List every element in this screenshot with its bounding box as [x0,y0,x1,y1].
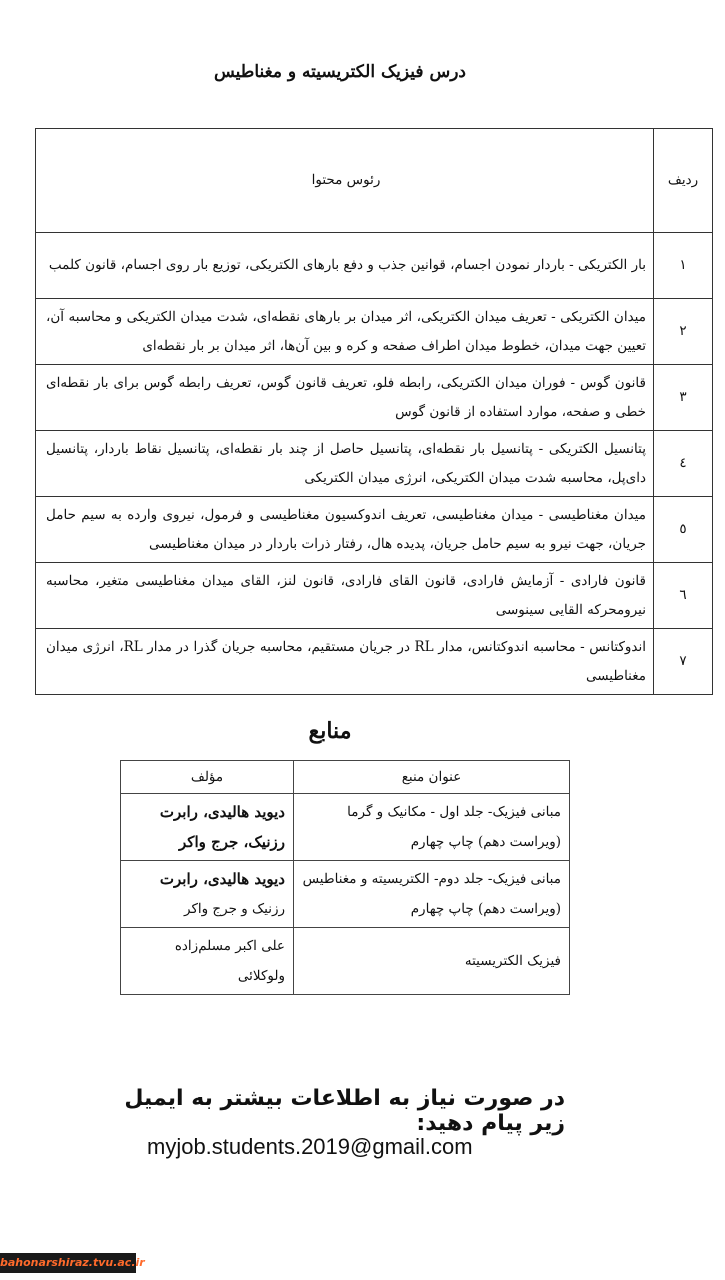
row-number: ۲ [654,299,713,365]
author-line: رزنیک و جرج واکر [184,901,285,917]
author-line: رزنیک، جرج واکر [179,833,285,851]
source-author [121,794,294,861]
source-row [121,928,570,995]
row-content: قانون فارادی - آزمایش فارادی، قانون القای فارادی، قانون لنز، القای میدان مغناطیسی متغیر، محاسبه نیرومحرکه القایی سینوسی [36,563,654,629]
row-number: ٤ [654,431,713,497]
source-author [121,928,294,995]
contact-email[interactable]: myjob.students.2019@gmail.com [147,1134,473,1159]
source-title: مبانی فیزیک- جلد اول - مکانیک و گرما (ویراست دهم) چاپ چهارم [294,794,570,861]
row-content: بار الکتریکی - باردار نمودن اجسام، قوانین جذب و دفع بارهای الکتریکی، توزیع بار روی اجسام، قانون کلمب [36,233,654,299]
syllabus-header-row [36,129,713,233]
row-number: ۱ [654,233,713,299]
row-number: ٥ [654,497,713,563]
row-number: ٦ [654,563,713,629]
source-author [121,861,294,928]
author-line: دیوید هالیدی، رابرت [159,870,285,888]
row-content: قانون گوس - فوران میدان الکتریکی، رابطه فلو، تعریف قانون گوس، تعریف رابطه گوس برای بار نقطه‌ای خطی و صفحه، موارد استفاده از قانون گوس [36,365,654,431]
syllabus-row [36,563,713,629]
author-line: ولوکلائی [237,968,285,984]
syllabus-row [36,365,713,431]
syllabus-table [35,128,713,695]
syllabus-row [36,233,713,299]
source-row [121,794,570,861]
row-content: میدان مغناطیسی - میدان مغناطیسی، تعریف اندوکسیون مغناطیسی و فرمول، نیروی وارده به سیم حامل جریان، جهت نیرو به سیم حامل جریان، پدیده هال، رفتار ذرات باردار در میدان مغناطیسی [36,497,654,563]
row-content: میدان الکتریکی - تعریف میدان الکتریکی، اثر میدان بر بارهای نقطه‌ای، شدت میدان الکتریکی و محاسبه آن، تعیین جهت میدان، خطوط میدان اطراف صفحه و کره و بین آن‌ها، اثر میدان بر بار نقطه‌ای [36,299,654,365]
row-number: ۷ [654,629,713,695]
syllabus-row [36,299,713,365]
syllabus-row [36,497,713,563]
syllabus-row [36,431,713,497]
row-content: اندوکتانس - محاسبه اندوکتانس، مدار RL در جریان مستقیم، محاسبه جریان گذرا در مدار RL، انرژی میدان مغناطیسی [36,629,654,695]
header-author: مؤلف [121,761,294,794]
author-line: دیوید هالیدی، رابرت [159,803,285,821]
author-line: علی اکبر مسلم‌زاده [174,938,285,954]
source-row [121,861,570,928]
header-source-title: عنوان منبع [294,761,570,794]
sources-heading: منابع [308,718,352,744]
site-watermark: bahonarshiraz.tvu.ac.ir [0,1253,136,1273]
source-title: فیزیک الکتریسیته [294,928,570,995]
header-row-number: ردیف [654,129,713,233]
sources-table [120,760,570,995]
contact-notice: در صورت نیاز به اطلاعات بیشتر به ایمیل زیر پیام دهید: [124,1086,565,1136]
sources-header-row [121,761,570,794]
syllabus-row [36,629,713,695]
row-number: ۳ [654,365,713,431]
source-title: مبانی فیزیک- جلد دوم- الکتریسیته و مغناطیس (ویراست دهم) چاپ چهارم [294,861,570,928]
page-title: درس فیزیک الکتریسیته و مغناطیس [213,62,467,82]
row-content: پتانسیل الکتریکی - پتانسیل بار نقطه‌ای، پتانسیل حاصل از چند بار نقطه‌ای، پتانسیل نقاط باردار، پتانسیل دای‌پل، محاسبه شدت میدان الکتریکی، انرژی میدان الکتریکی [36,431,654,497]
header-content: رئوس محتوا [36,129,654,233]
